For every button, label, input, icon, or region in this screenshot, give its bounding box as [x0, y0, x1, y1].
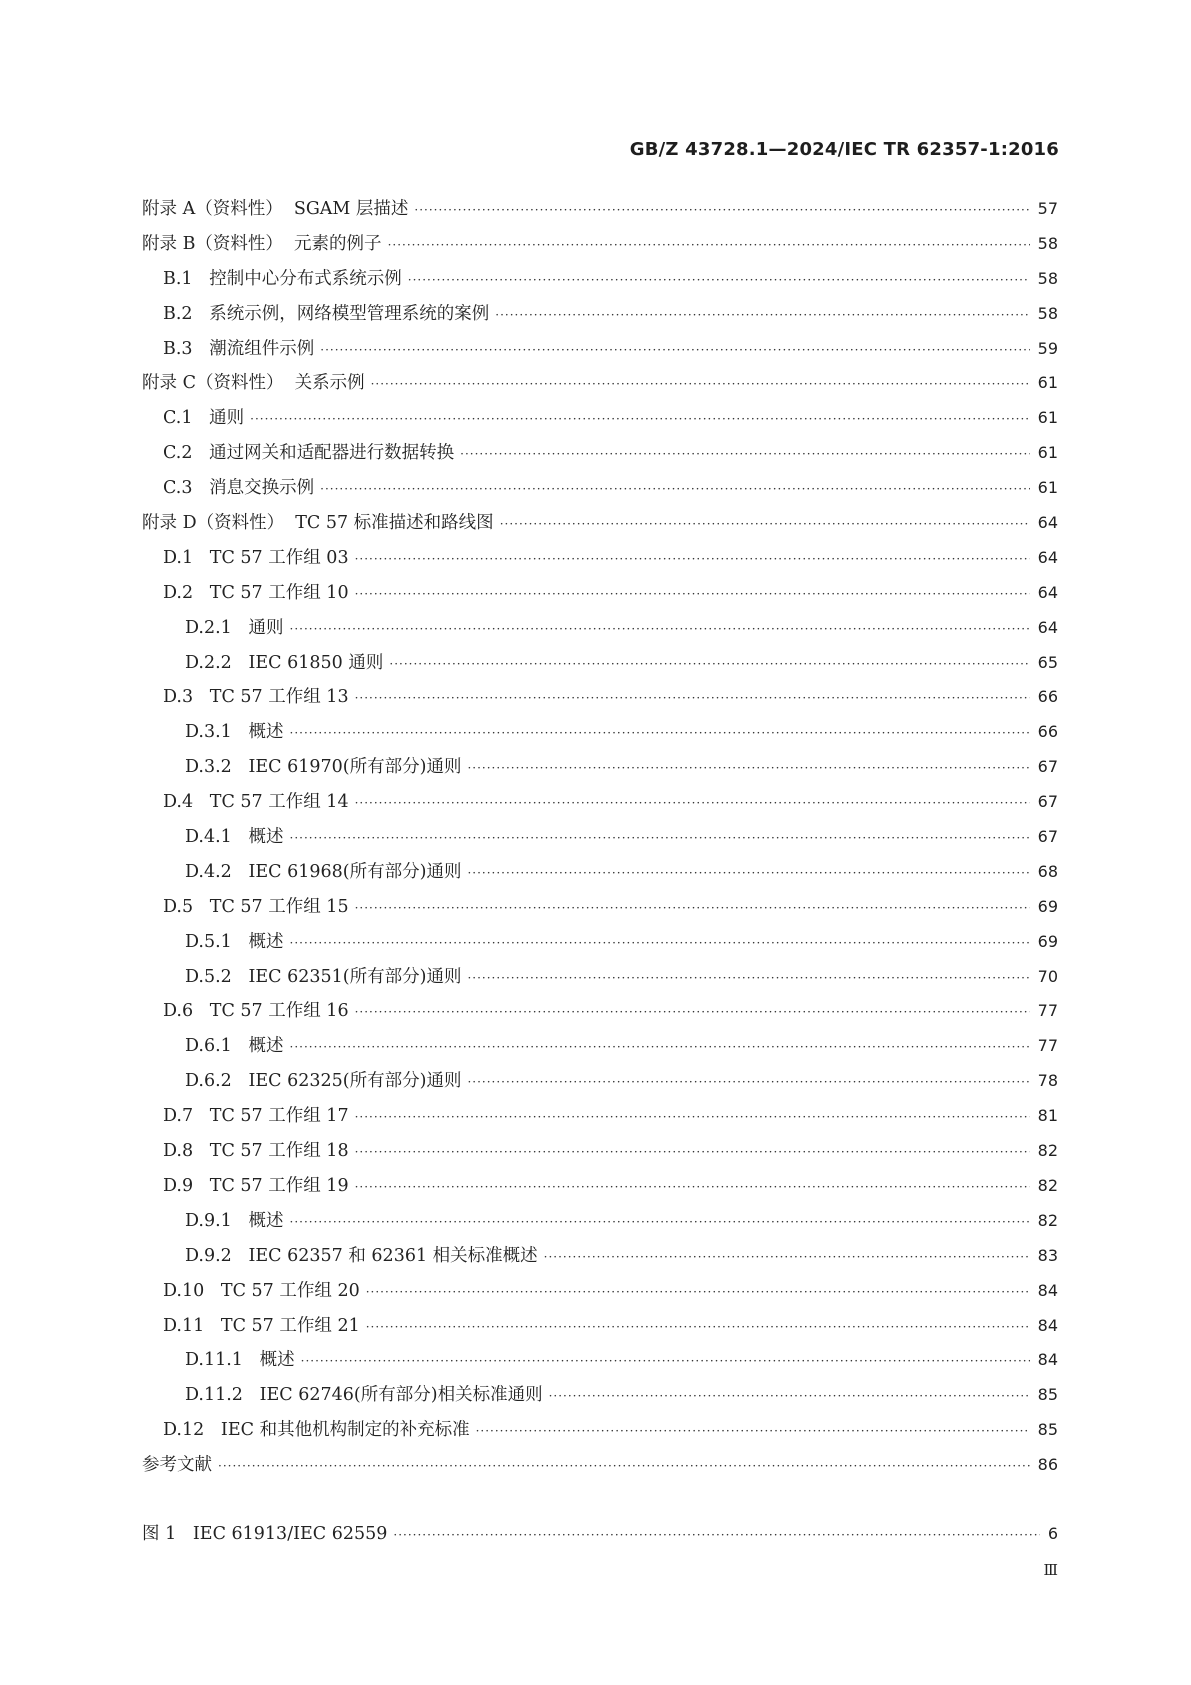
entry-label: B.3 潮流组件示例 [163, 338, 315, 359]
entry-label: D.2 TC 57 工作组 10 [163, 582, 349, 603]
entry-label: D.8 TC 57 工作组 18 [163, 1141, 349, 1162]
entry-label: C.2 通过网关和适配器进行数据转换 [163, 443, 455, 464]
figure-entry[interactable] [142, 1517, 1058, 1552]
entry-label: C.3 消息交换示例 [163, 478, 315, 499]
entry-label: B.1 控制中心分布式系统示例 [163, 268, 402, 289]
entry-page-number: 83 [1037, 1245, 1058, 1265]
entry-label: 参考文献 [142, 1455, 212, 1476]
toc-entry[interactable] [142, 750, 1058, 785]
entry-page-number: 58 [1037, 303, 1058, 323]
toc-entry[interactable] [142, 1309, 1058, 1344]
toc-entry[interactable] [142, 576, 1058, 611]
toc-entry[interactable] [142, 611, 1058, 646]
dot-leader [371, 367, 1030, 402]
toc-entry[interactable] [142, 1169, 1058, 1204]
entry-label: D.12 IEC 和其他机构制定的补充标准 [163, 1420, 470, 1441]
entry-label: D.11.1 概述 [185, 1350, 295, 1371]
toc-entry[interactable] [142, 366, 1058, 401]
entry-page-number: 82 [1037, 1175, 1058, 1195]
entry-page-number: 85 [1037, 1420, 1058, 1440]
entry-label: 附录 B（资料性） 元素的例子 [142, 233, 382, 254]
dot-leader [290, 1205, 1030, 1240]
entry-page-number: 69 [1037, 931, 1058, 951]
dot-leader [320, 333, 1029, 368]
toc-entry[interactable] [142, 646, 1058, 681]
toc-entry[interactable] [142, 890, 1058, 925]
dot-leader [355, 891, 1030, 926]
dot-leader [355, 1100, 1030, 1135]
toc-entry[interactable] [142, 785, 1058, 820]
dot-leader [460, 437, 1029, 472]
entry-page-number: 59 [1037, 338, 1058, 358]
dot-leader [355, 1170, 1030, 1205]
entry-label: D.5.2 IEC 62351(所有部分)通则 [185, 966, 462, 987]
dot-leader [388, 228, 1030, 263]
entry-page-number: 81 [1037, 1106, 1058, 1126]
dot-leader [389, 647, 1029, 682]
toc-entry[interactable] [142, 436, 1058, 471]
toc-entry[interactable] [142, 1378, 1058, 1413]
entry-page-number: 61 [1037, 478, 1058, 498]
dot-leader [290, 1030, 1030, 1065]
entry-label: D.9.1 概述 [185, 1210, 284, 1231]
entry-page-number: 67 [1037, 757, 1058, 777]
dot-leader [290, 926, 1030, 961]
entry-page-number: 84 [1037, 1350, 1058, 1370]
toc-entry[interactable] [142, 1239, 1058, 1274]
dot-leader [290, 821, 1030, 856]
entry-page-number: 64 [1037, 617, 1058, 637]
toc-entry[interactable] [142, 1413, 1058, 1448]
entry-label: C.1 通则 [163, 408, 245, 429]
entry-page-number: 78 [1037, 1071, 1058, 1091]
dot-leader [366, 1275, 1030, 1310]
entry-page-number: 58 [1037, 233, 1058, 253]
entry-label: 附录 C（资料性） 关系示例 [142, 373, 365, 394]
toc-entry[interactable] [142, 1134, 1058, 1169]
entry-label: D.10 TC 57 工作组 20 [163, 1280, 360, 1301]
entry-label: D.6 TC 57 工作组 16 [163, 1001, 349, 1022]
entry-label: D.4 TC 57 工作组 14 [163, 792, 349, 813]
toc-entry[interactable] [142, 925, 1058, 960]
toc-entry[interactable] [142, 471, 1058, 506]
entry-page-number: 82 [1037, 1210, 1058, 1230]
entry-page-number: 77 [1037, 1001, 1058, 1021]
entry-label: D.3 TC 57 工作组 13 [163, 687, 349, 708]
entry-page-number: 67 [1037, 792, 1058, 812]
entry-label: D.5.1 概述 [185, 931, 284, 952]
entry-page-number: 84 [1037, 1315, 1058, 1335]
toc-entry[interactable] [142, 1099, 1058, 1134]
dot-leader [500, 507, 1030, 542]
toc-entry[interactable] [142, 192, 1058, 227]
entry-page-number: 68 [1037, 861, 1058, 881]
toc-entry[interactable] [142, 332, 1058, 367]
entry-page-number: 67 [1037, 827, 1058, 847]
toc-entry[interactable] [142, 1274, 1058, 1309]
entry-label: D.1 TC 57 工作组 03 [163, 547, 349, 568]
document-id-header: GB/Z 43728.1—2024/IEC TR 62357-1:2016 [629, 139, 1059, 160]
toc-entry[interactable] [142, 680, 1058, 715]
entry-label: D.4.2 IEC 61968(所有部分)通则 [185, 861, 462, 882]
toc-entry[interactable] [142, 262, 1058, 297]
entry-page-number: 84 [1037, 1280, 1058, 1300]
toc-entry[interactable] [142, 506, 1058, 541]
dot-leader [355, 786, 1030, 821]
entry-page-number: 70 [1037, 966, 1058, 986]
entry-label: D.11 TC 57 工作组 21 [163, 1315, 360, 1336]
toc-entry[interactable] [142, 715, 1058, 750]
dot-leader [218, 1449, 1030, 1484]
dot-leader [467, 856, 1029, 891]
entry-label: D.3.2 IEC 61970(所有部分)通则 [185, 757, 462, 778]
entry-label: D.2.2 IEC 61850 通则 [185, 652, 384, 673]
dot-leader [355, 542, 1030, 577]
dot-leader [290, 716, 1030, 751]
entry-label: D.9.2 IEC 62357 和 62361 相关标准概述 [185, 1245, 538, 1266]
toc-entry[interactable] [142, 994, 1058, 1029]
toc-entry[interactable] [142, 1029, 1058, 1064]
dot-leader [544, 1240, 1030, 1275]
entry-page-number: 66 [1037, 687, 1058, 707]
toc-entry[interactable] [142, 297, 1058, 332]
dot-leader [408, 263, 1030, 298]
entry-page-number: 86 [1037, 1455, 1058, 1475]
dot-leader [301, 1344, 1030, 1379]
dot-leader [355, 1135, 1030, 1170]
dot-leader [467, 751, 1029, 786]
dot-leader [355, 995, 1030, 1030]
entry-page-number: 64 [1037, 582, 1058, 602]
entry-page-number: 77 [1037, 1036, 1058, 1056]
dot-leader [476, 1414, 1030, 1449]
entry-label: D.2.1 通则 [185, 617, 284, 638]
entry-page-number: 64 [1037, 547, 1058, 567]
entry-page-number: 64 [1037, 513, 1058, 533]
entry-label: B.2 系统示例，网络模型管理系统的案例 [163, 303, 490, 324]
entry-label: D.6.2 IEC 62325(所有部分)通则 [185, 1071, 462, 1092]
entry-page-number: 58 [1037, 268, 1058, 288]
toc-entry[interactable] [142, 855, 1058, 890]
toc-entry[interactable] [142, 541, 1058, 576]
dot-leader [355, 577, 1030, 612]
dot-leader [549, 1379, 1030, 1414]
toc-entry[interactable] [142, 1204, 1058, 1239]
toc-entry[interactable] [142, 1064, 1058, 1099]
entry-page-number: 6 [1047, 1524, 1058, 1543]
entry-label: D.7 TC 57 工作组 17 [163, 1106, 349, 1127]
entry-label: D.11.2 IEC 62746(所有部分)相关标准通则 [185, 1385, 543, 1406]
entry-page-number: 82 [1037, 1141, 1058, 1161]
entry-page-number: 69 [1037, 896, 1058, 916]
page-number: Ⅲ [1043, 1561, 1059, 1579]
entry-label: 附录 A（资料性） SGAM 层描述 [142, 199, 409, 219]
dot-leader [320, 472, 1029, 507]
entry-label: D.6.1 概述 [185, 1036, 284, 1057]
entry-page-number: 65 [1037, 652, 1058, 672]
entry-page-number: 61 [1037, 408, 1058, 428]
entry-label: D.4.1 概述 [185, 827, 284, 848]
entry-label: D.9 TC 57 工作组 19 [163, 1175, 349, 1196]
toc-entry[interactable] [142, 1343, 1058, 1378]
entry-label: 图 1 IEC 61913/IEC 62559 [142, 1524, 388, 1544]
dot-leader [495, 298, 1029, 333]
list-of-figures [142, 1517, 1058, 1552]
toc-entry[interactable] [142, 820, 1058, 855]
dot-leader [467, 1065, 1029, 1100]
dot-leader [366, 1310, 1030, 1345]
entry-label: D.5 TC 57 工作组 15 [163, 896, 349, 917]
toc-entry[interactable] [142, 1448, 1058, 1483]
dot-leader [393, 1518, 1039, 1553]
entry-page-number: 61 [1037, 373, 1058, 393]
dot-leader [250, 402, 1029, 437]
entry-page-number: 61 [1037, 443, 1058, 463]
entry-label: D.3.1 概述 [185, 722, 284, 743]
dot-leader [414, 193, 1029, 228]
dot-leader [290, 612, 1030, 647]
entry-label: 附录 D（资料性） TC 57 标准描述和路线图 [142, 513, 494, 534]
entry-page-number: 57 [1037, 199, 1058, 218]
entry-page-number: 66 [1037, 722, 1058, 742]
table-of-contents [142, 192, 1058, 1483]
dot-leader [355, 681, 1030, 716]
toc-entry[interactable] [142, 401, 1058, 436]
dot-leader [467, 961, 1029, 996]
entry-page-number: 85 [1037, 1385, 1058, 1405]
toc-entry[interactable] [142, 227, 1058, 262]
toc-entry[interactable] [142, 960, 1058, 995]
